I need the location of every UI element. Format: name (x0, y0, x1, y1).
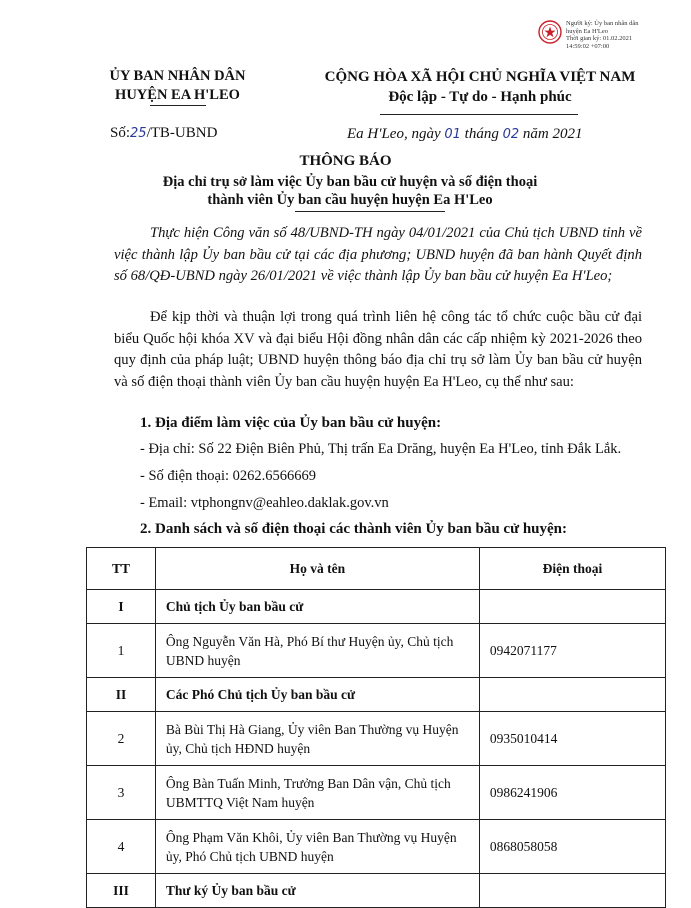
org-line-2: HUYỆN EA H'LEO (115, 87, 240, 103)
member-name: Ông Bàn Tuấn Minh, Trưởng Ban Dân vận, Chủ tịch UBMTTQ Việt Nam huyện (155, 766, 479, 820)
seal-icon (538, 20, 562, 44)
signature-line: huyện Ea H'Leo (566, 27, 608, 35)
group-number: III (87, 874, 156, 908)
doc-no-handwritten: 25 (130, 126, 147, 141)
group-phone-cell (479, 590, 665, 624)
signature-line: Người ký: Ủy ban nhân dân (566, 20, 639, 27)
group-title: Chủ tịch Ủy ban bầu cử (155, 590, 479, 624)
header-name: Họ và tên (155, 548, 479, 590)
member-phone: 0986241906 (479, 766, 665, 820)
signature-line: Thời gian ký: 01.02.2021 (566, 35, 633, 43)
member-number: 2 (87, 712, 156, 766)
member-name: Bà Bùi Thị Hà Giang, Ủy viên Ban Thường vụ Huyện ủy, Chủ tịch HĐND huyện (155, 712, 479, 766)
member-phone: 0935010414 (479, 712, 665, 766)
group-phone-cell (479, 874, 665, 908)
paragraph-purpose: Để kịp thời và thuận lợi trong quá trình liên hệ công tác tổ chức cuộc bầu cử đại biểu Quốc hội khóa XV và đại biểu Hội đồng nhân dân các cấp nhiệm kỳ 2021-2026 theo quy định của pháp luật; UBND huyện thông báo địa chỉ trụ sở làm Ủy ban bầu cử huyện và số điện thoại thành viên Ủy ban cầu huyện huyện Ea H'Leo, cụ thể như sau: (114, 309, 642, 390)
table-row (87, 624, 666, 678)
divider (380, 114, 578, 115)
member-name: Ông Phạm Văn Khôi, Ủy viên Ban Thường vụ Huyện ủy, Phó Chủ tịch UBND huyện (155, 820, 479, 874)
group-number: I (87, 590, 156, 624)
address-line: - Địa chỉ: Số 22 Điện Biên Phủ, Thị trấn Ea Drăng, huyện Ea H'Leo, tỉnh Đắk Lắk. (140, 441, 622, 457)
document-date (347, 126, 582, 143)
date-day: 01 (444, 127, 461, 142)
divider (150, 105, 206, 106)
section-heading: 1. Địa điểm làm việc của Ủy ban bầu cử huyện: (140, 415, 442, 431)
table-group-row (87, 678, 666, 712)
member-phone: 0868058058 (479, 820, 665, 874)
doc-no-suffix: /TB-UBND (146, 125, 218, 141)
org-line-1: ỦY BAN NHÂN DÂN (109, 68, 246, 84)
group-phone-cell (479, 678, 665, 712)
header-tt: TT (87, 548, 156, 590)
national-header (310, 67, 650, 107)
email-line: - Email: vtphongnv@eahleo.daklak.gov.vn (140, 495, 389, 511)
date-prefix: Ea H'Leo, ngày (347, 126, 445, 142)
document-title: THÔNG BÁO (299, 153, 392, 169)
document-subtitle (60, 173, 640, 209)
document-number (110, 125, 217, 142)
table-group-row (87, 874, 666, 908)
table-row (87, 766, 666, 820)
nation-name: CỘNG HÒA XÃ HỘI CHỦ NGHĨA VIỆT NAM (324, 69, 636, 85)
group-title: Các Phó Chủ tịch Ủy ban bầu cử (155, 678, 479, 712)
signature-line: 14:59:02 +07:00 (566, 42, 610, 50)
org-name (80, 67, 275, 105)
phone-line: - Số điện thoại: 0262.6566669 (140, 468, 317, 484)
member-number: 1 (87, 624, 156, 678)
table-row (87, 712, 666, 766)
group-number: II (87, 678, 156, 712)
member-name: Ông Nguyễn Văn Hà, Phó Bí thư Huyện ủy, Chủ tịch UBND huyện (155, 624, 479, 678)
member-phone: 0942071177 (479, 624, 665, 678)
paragraph-basis: Thực hiện Công văn số 48/UBND-TH ngày 04/01/2021 của Chủ tịch UBND tỉnh về việc thành lập Ủy ban bầu cử tại các địa phương; UBND huyện đã ban hành Quyết định số 68/QĐ-UBND ngày 26/01/2021 về việc thành lập Ủy ban bầu cử huyện Ea H'Leo; (114, 225, 642, 284)
section-heading: 2. Danh sách và số điện thoại các thành viên Ủy ban bầu cử huyện: (140, 521, 568, 537)
members-table (86, 547, 666, 908)
header-phone: Điện thoại (479, 548, 665, 590)
table-header-row (87, 548, 666, 590)
member-number: 4 (87, 820, 156, 874)
date-suffix: năm 2021 (519, 126, 583, 142)
group-title: Thư ký Ủy ban bầu cử (155, 874, 479, 908)
subtitle-line-1: Địa chỉ trụ sở làm việc Ủy ban bầu cử huyện và số điện thoại (162, 174, 538, 190)
date-month: 02 (502, 127, 520, 142)
doc-no-prefix: Số: (110, 125, 131, 141)
table-row (87, 820, 666, 874)
table-group-row (87, 590, 666, 624)
national-motto: Độc lập - Tự do - Hạnh phúc (388, 89, 572, 105)
divider (295, 211, 445, 212)
subtitle-line-2: thành viên Ủy ban cầu huyện huyện Ea H'Leo (207, 192, 493, 208)
member-number: 3 (87, 766, 156, 820)
date-mid: tháng (460, 126, 503, 142)
